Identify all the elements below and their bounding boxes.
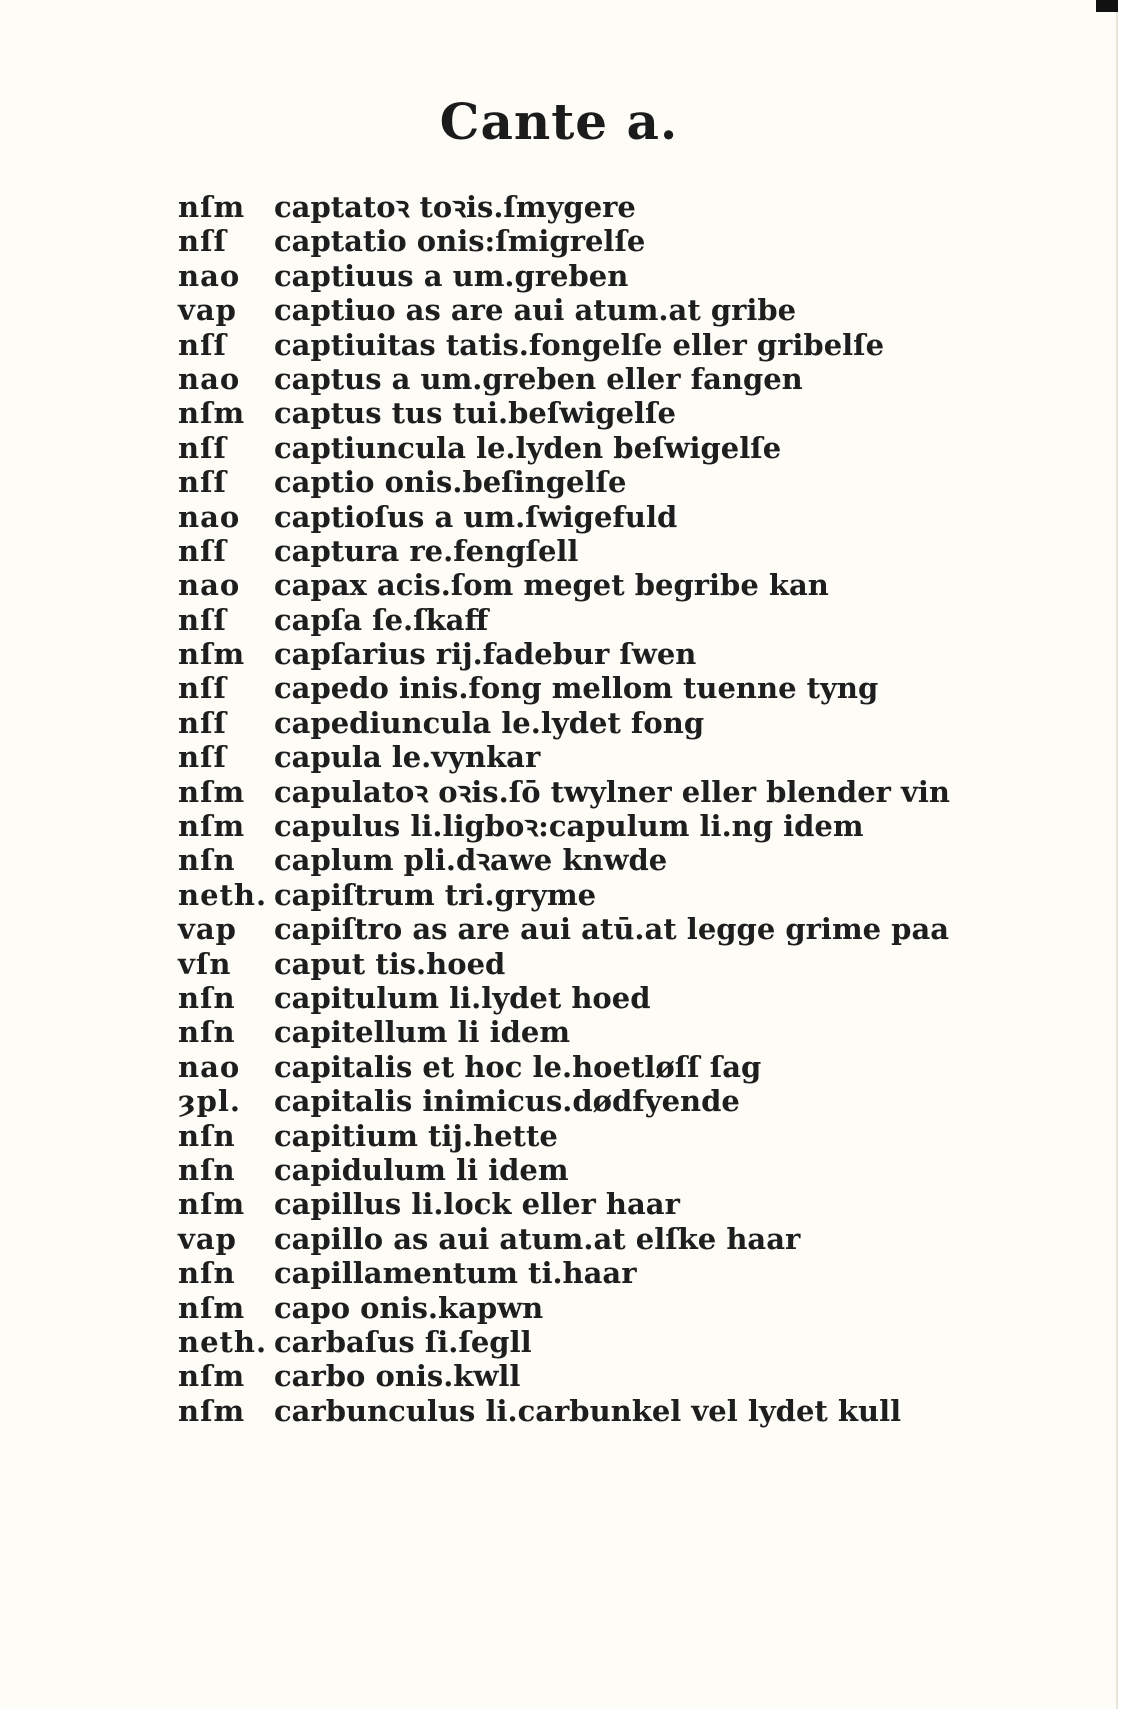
grammar-code: nſm [178, 190, 246, 224]
entry-text: capitulum li.lydet hoed [274, 980, 651, 1015]
grammar-code: nao [178, 568, 241, 603]
dictionary-entry [178, 637, 1078, 671]
dictionary-entry [178, 843, 1078, 877]
dictionary-entry [178, 1153, 1078, 1187]
entry-text: captatoꝛ toꝛis.ſmygere [274, 190, 636, 224]
grammar-code: nſm [178, 1359, 246, 1394]
dictionary-entry [178, 328, 1078, 362]
dictionary-entry [178, 259, 1078, 293]
entry-text: capillamentum ti.haar [274, 1256, 637, 1291]
grammar-code: nſſ [178, 671, 228, 706]
dictionary-entry [178, 568, 1078, 602]
grammar-code: nſm [178, 1187, 246, 1222]
entry-text: captiuitas tatis.fongelſe eller gribelſe [274, 327, 885, 362]
grammar-code: nſſ [178, 740, 228, 775]
dictionary-entry [178, 1119, 1078, 1153]
dictionary-entry [178, 1256, 1078, 1290]
entry-text: captus tus tui.beſwigelſe [274, 396, 676, 431]
grammar-code: nſm [178, 637, 246, 672]
entry-text: capulus li.ligboꝛ:capulum li.ng idem [274, 809, 864, 844]
page-heading: Cante a. [439, 92, 679, 151]
dictionary-entry [178, 1291, 1078, 1325]
entry-text: capiſtro as are aui atū.at legge grime paa [274, 912, 950, 947]
dictionary-entry [178, 500, 1078, 534]
entry-text: capitalis inimicus.dødfyende [274, 1084, 740, 1119]
grammar-code: nſſ [178, 430, 228, 465]
dictionary-entry [178, 1050, 1078, 1084]
dictionary-entry [178, 1222, 1078, 1256]
grammar-code: nao [178, 1049, 241, 1084]
entry-text: capedo inis.fong mellom tuenne tyng [274, 671, 879, 706]
dictionary-entry [178, 534, 1078, 568]
grammar-code: neth. [178, 1324, 268, 1359]
dictionary-entry [178, 912, 1078, 946]
entry-text: capiſtrum tri.gryme [274, 877, 597, 912]
entry-text: capidulum li idem [274, 1152, 569, 1187]
grammar-code: nao [178, 499, 241, 534]
grammar-code: nſn [178, 1152, 236, 1187]
entry-text: capula le.vynkar [274, 740, 541, 775]
grammar-code: nſm [178, 774, 246, 809]
dictionary-entry [178, 465, 1078, 499]
grammar-code: nſſ [178, 465, 228, 500]
dictionary-entry [178, 671, 1078, 705]
entry-text: captatio onis:ſmigrelſe [274, 224, 646, 259]
grammar-code: nſm [178, 396, 246, 431]
entry-text: captioſus a um.ſwigefuld [274, 499, 678, 534]
grammar-code: nſſ [178, 327, 228, 362]
grammar-code: nſſ [178, 602, 228, 637]
grammar-code: nſm [178, 1393, 246, 1428]
grammar-code: neth. [178, 877, 268, 912]
entry-text: capillus li.lock eller haar [274, 1187, 680, 1222]
grammar-code: nſſ [178, 705, 228, 740]
entry-text: caplum pli.dꝛawe knwde [274, 843, 668, 878]
dictionary-entry [178, 190, 1078, 224]
entry-text: capediuncula le.lydet fong [274, 705, 705, 740]
dictionary-entry [178, 775, 1078, 809]
entry-text: captura re.fengſell [274, 533, 579, 568]
entry-text: caput tis.hoed [274, 946, 506, 981]
entry-text: captiuncula le.lyden beſwigelſe [274, 430, 782, 465]
grammar-code: nſm [178, 1290, 246, 1325]
grammar-code: nſn [178, 1256, 236, 1291]
dictionary-entry [178, 224, 1078, 258]
entry-text: carbo onis.kwll [274, 1359, 521, 1394]
entry-text: captus a um.greben eller fangen [274, 361, 803, 396]
entry-text: capo onis.kapwn [274, 1290, 544, 1325]
dictionary-entry [178, 947, 1078, 981]
dictionary-entry [178, 1084, 1078, 1118]
grammar-code: vſn [178, 946, 232, 981]
entry-text: capitalis et hoc le.hoetløſſ ſag [274, 1049, 762, 1084]
grammar-code: nſn [178, 1015, 236, 1050]
dictionary-entry [178, 293, 1078, 327]
grammar-code: nſn [178, 1118, 236, 1153]
dictionary-entry [178, 1359, 1078, 1393]
entry-text: capſarius rij.fadebur ſwen [274, 637, 697, 672]
grammar-code: ȝpl. [178, 1084, 242, 1119]
grammar-code: vap [178, 1221, 237, 1256]
grammar-code: nſſ [178, 224, 228, 259]
grammar-code: nſn [178, 980, 236, 1015]
entry-text: capulatoꝛ oꝛis.ſō twylner eller blender vin [274, 774, 950, 809]
grammar-code: nao [178, 361, 241, 396]
dictionary-entry-list [178, 190, 1078, 1428]
dictionary-entry [178, 809, 1078, 843]
entry-text: capſa ſe.ſkaff [274, 602, 489, 637]
entry-text: carbaſus ſi.ſegll [274, 1324, 532, 1359]
grammar-code: vap [178, 293, 237, 328]
dictionary-entry [178, 603, 1078, 637]
grammar-code: vap [178, 912, 237, 947]
dictionary-entry [178, 1325, 1078, 1359]
entry-text: capitium tij.hette [274, 1118, 558, 1153]
entry-text: capax acis.ſom meget begribe kan [274, 568, 829, 603]
entry-text: captio onis.beſingelſe [274, 465, 627, 500]
dictionary-entry [178, 878, 1078, 912]
entry-text: captiuus a um.greben [274, 258, 629, 293]
dictionary-entry [178, 1394, 1078, 1428]
dictionary-entry [178, 981, 1078, 1015]
grammar-code: nſſ [178, 533, 228, 568]
entry-text: carbunculus li.carbunkel vel lydet kull [274, 1393, 902, 1428]
dictionary-entry [178, 1187, 1078, 1221]
dictionary-entry [178, 431, 1078, 465]
dictionary-entry [178, 706, 1078, 740]
dictionary-entry [178, 740, 1078, 774]
entry-text: capitellum li idem [274, 1015, 571, 1050]
entry-text: captiuo as are aui atum.at gribe [274, 293, 797, 328]
dictionary-entry [178, 1015, 1078, 1049]
grammar-code: nao [178, 258, 241, 293]
dictionary-entry [178, 396, 1078, 430]
entry-text: capillo as aui atum.at elſke haar [274, 1221, 801, 1256]
grammar-code: nſm [178, 809, 246, 844]
scan-edge-mark [1096, 0, 1118, 12]
grammar-code: nſn [178, 843, 236, 878]
dictionary-entry [178, 362, 1078, 396]
